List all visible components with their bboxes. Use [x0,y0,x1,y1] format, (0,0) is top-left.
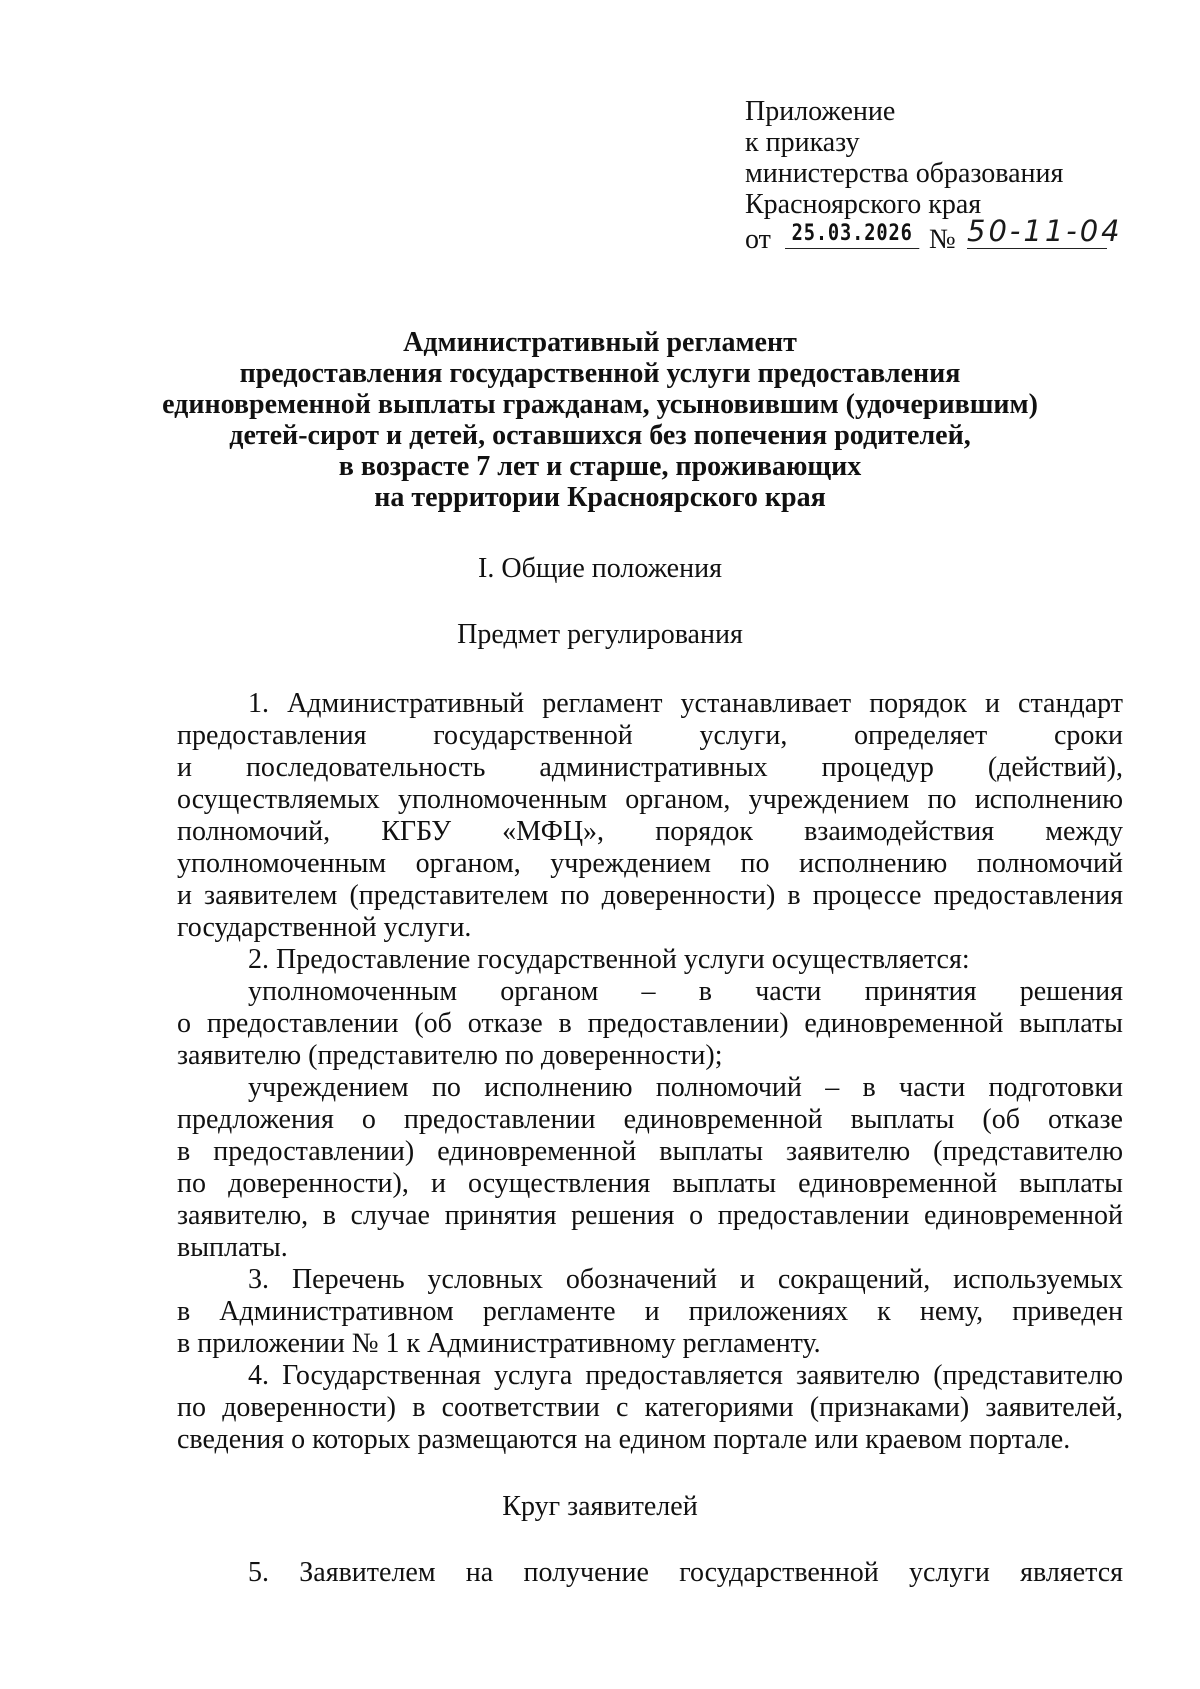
body-line: предоставления государственной услуги, определяет сроки [177,720,1123,751]
body-line: полномочий, КГБУ «МФЦ», порядок взаимодействия между [177,816,1123,847]
body-line: учреждением по исполнению полномочий – в части подготовки [248,1072,1123,1103]
body-line: заявителю, в случае принятия решения о предоставлении единовременной [177,1200,1123,1231]
title-line: в возрасте 7 лет и старше, проживающих [338,451,862,482]
number-label: № [929,224,956,255]
appendix-line: министерства образования [745,158,1064,189]
body-line: 3. Перечень условных обозначений и сокращений, используемых [248,1264,1123,1295]
appendix-line: Красноярского края [745,189,982,220]
body-line: предложения о предоставлении единовременной выплаты (об отказе [177,1104,1123,1135]
body-line: в приложении № 1 к Административному регламенту. [177,1328,821,1359]
body-line: и последовательность административных процедур (действий), [177,752,1123,783]
order-date-number-line [745,214,1165,256]
body-line: сведения о которых размещаются на едином портале или краевом портале. [177,1424,1071,1455]
body-line: уполномоченным органом – в части принятия решения [248,976,1123,1007]
body-line: и заявителем (представителем по доверенности) в процессе предоставления [177,880,1123,911]
subsection-heading: Круг заявителей [502,1491,698,1522]
body-line: в предоставлении) единовременной выплаты заявителю (представителю [177,1136,1123,1167]
date-label: от [745,224,771,255]
order-number: 50-11-04 [967,214,1123,248]
title-line: Административный регламент [403,327,797,358]
title-line: на территории Красноярского края [374,482,826,513]
appendix-line: Приложение [745,96,896,127]
body-line: 1. Административный регламент устанавливает порядок и стандарт [248,688,1123,719]
body-line: осуществляемых уполномоченным органом, учреждением по исполнению [177,784,1123,815]
appendix-line: к приказу [745,127,860,158]
document-title [140,327,1060,513]
body-line: о предоставлении (об отказе в предоставлении) единовременной выплаты [177,1008,1123,1039]
section-heading: I. Общие положения [478,553,722,584]
body-line: 4. Государственная услуга предоставляется заявителю (представителю [248,1360,1123,1391]
body-line: выплаты. [177,1232,288,1263]
title-line: детей-сирот и детей, оставшихся без попечения родителей, [229,420,971,451]
body-line: по доверенности) в соответствии с категориями (признаками) заявителей, [177,1392,1123,1423]
title-line: единовременной выплаты гражданам, усыновившим (удочерившим) [162,389,1038,420]
subsection-heading: Предмет регулирования [457,619,743,650]
appendix-header [745,96,1165,256]
body-line: 5. Заявителем на получение государственной услуги является [248,1557,1123,1588]
body-line: по доверенности), и осуществления выплаты единовременной выплаты [177,1168,1123,1199]
body-line: заявителю (представителю по доверенности); [177,1040,723,1071]
title-line: предоставления государственной услуги предоставления [239,358,961,389]
body-line: государственной услуги. [177,912,472,943]
body-line: в Административном регламенте и приложениях к нему, приведен [177,1296,1123,1327]
order-date: 25.03.2026 [785,218,919,249]
body-line: 2. Предоставление государственной услуги осуществляется: [248,944,970,975]
body-line: уполномоченным органом, учреждением по исполнению полномочий [177,848,1123,879]
